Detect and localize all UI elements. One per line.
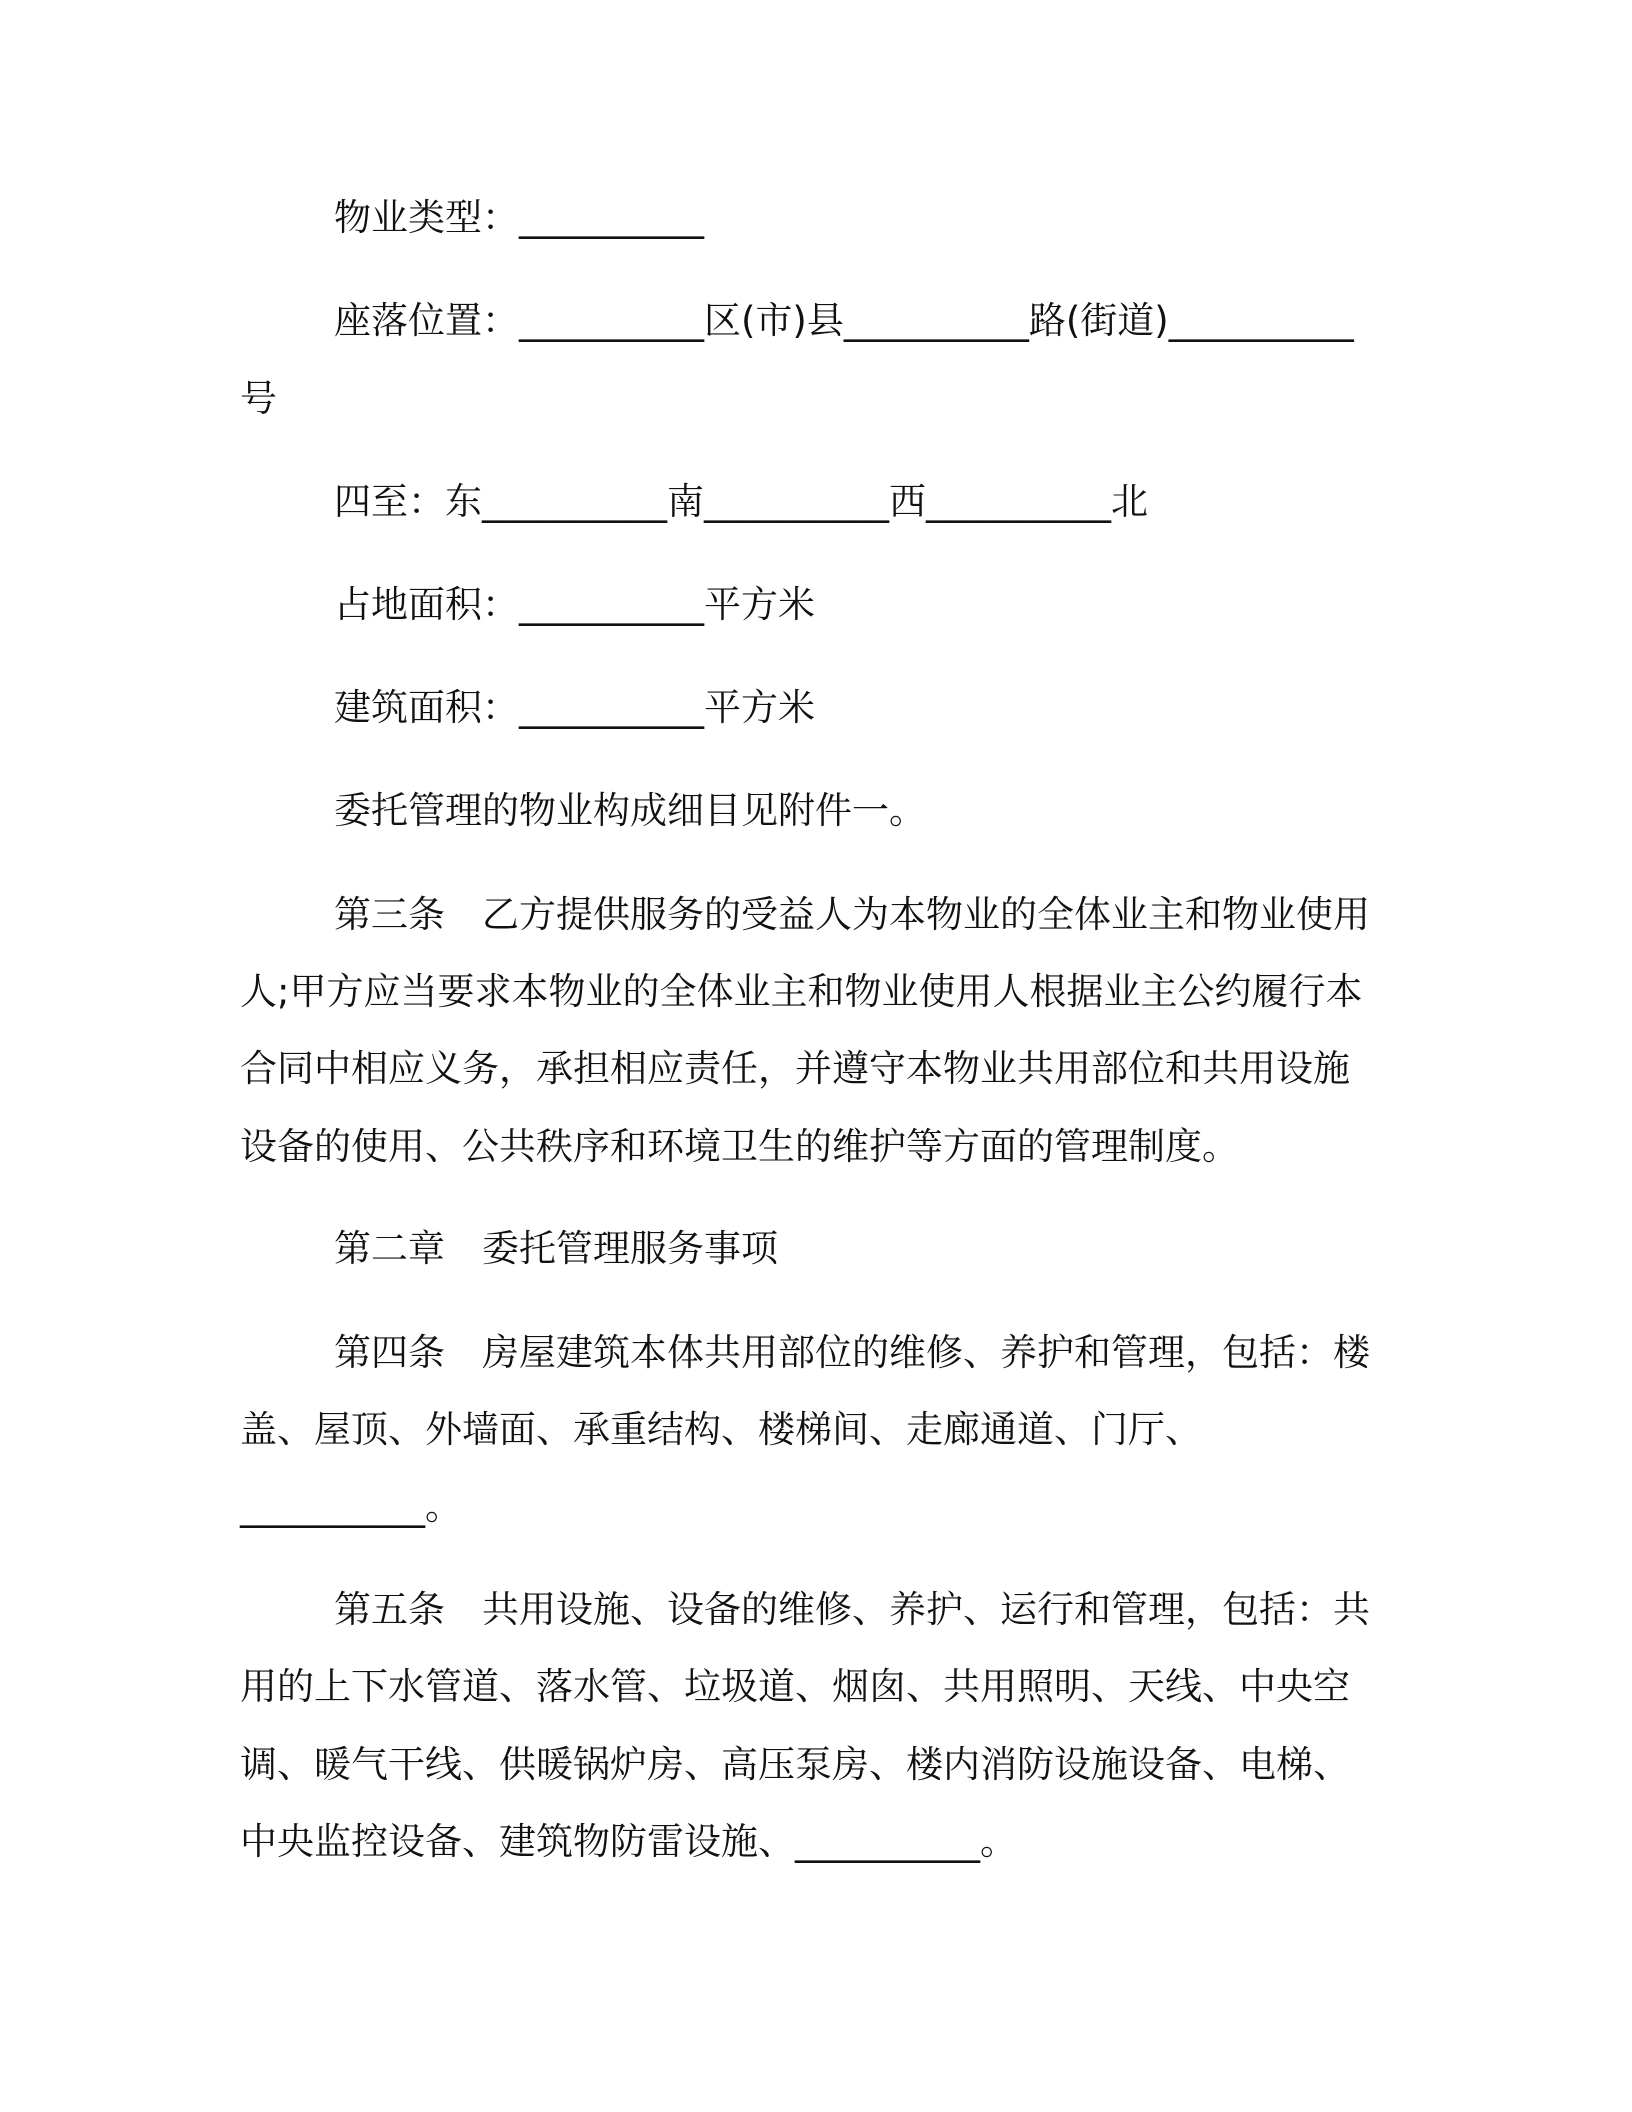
article-three-line-3: 合同中相应义务，承担相应责任，并遵守本物业共用部位和共用设施 <box>240 1047 1350 1090</box>
location-continued-line: 号 <box>240 377 277 420</box>
article-four-line-1: 第四条 房屋建筑本体共用部位的维修、养护和管理，包括：楼 <box>334 1331 1370 1374</box>
article-four-line-3: __________。 <box>240 1485 462 1528</box>
article-five-line-3: 调、暖气干线、供暖锅炉房、高压泵房、楼内消防设施设备、电梯、 <box>240 1743 1350 1786</box>
article-three-line-2: 人;甲方应当要求本物业的全体业主和物业使用人根据业主公约履行本 <box>240 970 1363 1013</box>
boundaries-line: 四至：东__________南__________西__________北 <box>334 480 1148 523</box>
article-five-line-1: 第五条 共用设施、设备的维修、养护、运行和管理，包括：共 <box>334 1588 1370 1631</box>
article-five-line-2: 用的上下水管道、落水管、垃圾道、烟囱、共用照明、天线、中央空 <box>240 1665 1350 1708</box>
article-three-line-1: 第三条 乙方提供服务的受益人为本物业的全体业主和物业使用 <box>334 893 1370 936</box>
chapter-two-heading: 第二章 委托管理服务事项 <box>334 1227 778 1270</box>
location-line: 座落位置：__________区(市)县__________路(街道)__________ <box>334 299 1354 342</box>
article-five-line-4: 中央监控设备、建筑物防雷设施、__________。 <box>240 1820 1017 1863</box>
article-three-line-4: 设备的使用、公共秩序和环境卫生的维护等方面的管理制度。 <box>240 1125 1239 1168</box>
property-type-line: 物业类型：__________ <box>334 196 704 239</box>
article-four-line-2: 盖、屋顶、外墙面、承重结构、楼梯间、走廊通道、门厅、 <box>240 1408 1202 1451</box>
building-area-line: 建筑面积：__________平方米 <box>334 686 815 729</box>
land-area-line: 占地面积：__________平方米 <box>334 583 815 626</box>
property-detail-line: 委托管理的物业构成细目见附件一。 <box>334 789 926 832</box>
